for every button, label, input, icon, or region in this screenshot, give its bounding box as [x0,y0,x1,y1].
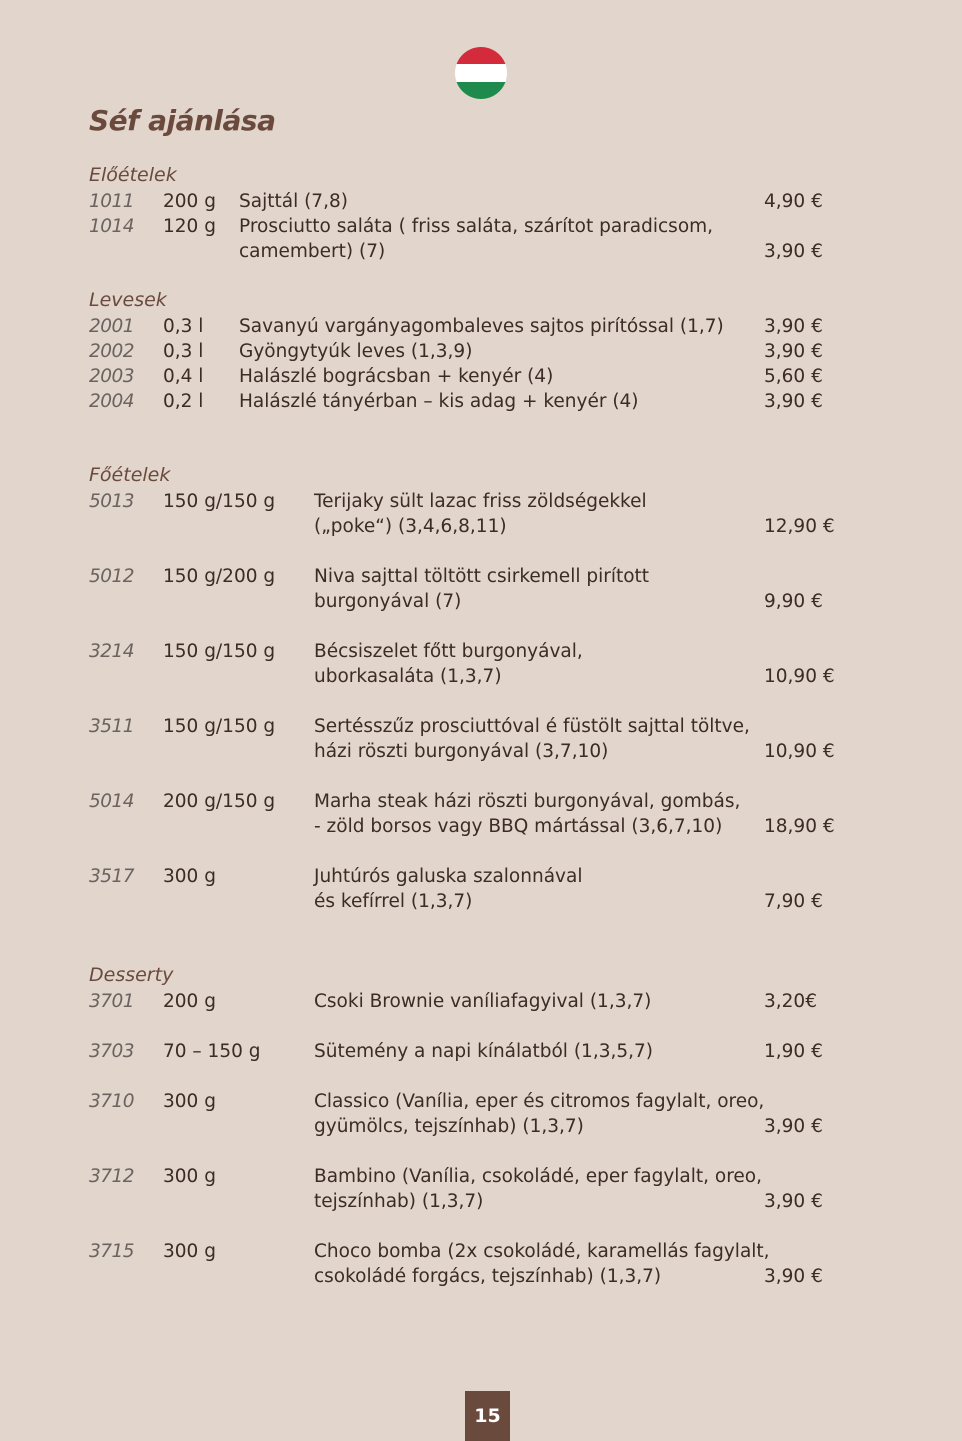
item-description-line: („poke“) (3,4,6,8,11) [314,516,507,537]
item-price: 3,90 € [764,1266,823,1287]
item-price: 18,90 € [764,816,835,837]
item-description-line: Prosciutto saláta ( friss saláta, szárítot paradicsom, [239,216,714,237]
item-price: 10,90 € [764,666,835,687]
item-code: 3712 [89,1166,135,1187]
item-price: 4,90 € [764,191,823,212]
item-price: 3,90 € [764,316,823,337]
menu-item [0,1039,962,1089]
menu-item [0,789,962,839]
item-code: 3214 [89,641,135,662]
item-code: 2001 [89,316,135,337]
item-quantity: 200 g [163,991,216,1012]
item-code: 1011 [89,191,135,212]
item-description [314,864,582,914]
item-price: 3,90 € [764,1191,823,1212]
item-quantity: 300 g [163,866,216,887]
menu-item [0,489,962,539]
item-description-line: Terijaky sült lazac friss zöldségekkel [314,491,647,512]
item-price: 9,90 € [764,591,823,612]
item-description-line: tejszínhab) (1,3,7) [314,1191,484,1212]
item-code: 3517 [89,866,135,887]
item-description [239,364,553,389]
item-quantity: 70 – 150 g [163,1041,261,1062]
item-description [314,1089,764,1139]
item-description-line: camembert) (7) [239,241,386,262]
item-description [314,1164,762,1214]
section-heading-mains: Főételek [89,464,171,486]
item-price: 3,90 € [764,341,823,362]
flag-band-white [455,64,507,81]
item-code: 5014 [89,791,135,812]
item-price: 3,90 € [764,241,823,262]
item-description-line: Bambino (Vanília, csokoládé, eper fagylalt, oreo, [314,1166,763,1187]
item-description [314,1039,653,1064]
item-description [239,214,713,264]
item-code: 3715 [89,1241,135,1262]
item-description-line: Marha steak házi röszti burgonyával, gombás, [314,791,741,812]
item-description-line: házi röszti burgonyával (3,7,10) [314,741,609,762]
item-description-line: Halászlé bográcsban + kenyér (4) [239,366,554,387]
item-description-line: gyümölcs, tejszínhab) (1,3,7) [314,1116,584,1137]
item-quantity: 0,4 l [163,366,204,387]
item-quantity: 150 g/200 g [163,566,276,587]
flag-band-green [455,82,507,99]
item-quantity: 200 g/150 g [163,791,276,812]
item-description [239,339,472,364]
menu-item [0,214,962,264]
section-heading-starters: Előételek [89,164,177,186]
section-heading-desserts: Desserty [89,964,174,986]
menu-item [0,864,962,914]
item-quantity: 300 g [163,1166,216,1187]
item-description-line: burgonyával (7) [314,591,462,612]
item-code: 3703 [89,1041,135,1062]
item-quantity: 150 g/150 g [163,491,276,512]
menu-item [0,989,962,1039]
item-description-line: Sütemény a napi kínálatból (1,3,5,7) [314,1041,653,1062]
item-description-line: Niva sajttal töltött csirkemell pirított [314,566,650,587]
menu-item [0,639,962,689]
item-description-line: Csoki Brownie vaníliafagyival (1,3,7) [314,991,652,1012]
item-price: 3,20€ [764,991,817,1012]
item-description-line: Classico (Vanília, eper és citromos fagylalt, oreo, [314,1091,765,1112]
item-description [239,314,724,339]
item-description-line: Sajttál (7,8) [239,191,348,212]
item-description-line: Bécsiszelet főtt burgonyával, [314,641,583,662]
item-description [314,1239,770,1289]
item-price: 3,90 € [764,1116,823,1137]
item-quantity: 300 g [163,1241,216,1262]
menu-item [0,564,962,614]
item-description [314,989,651,1014]
item-quantity: 0,2 l [163,391,204,412]
item-description-line: - zöld borsos vagy BBQ mártással (3,6,7,10) [314,816,723,837]
page-number: 15 [465,1391,510,1441]
item-description [314,714,750,764]
menu-item [0,1089,962,1139]
page-title: Séf ajánlása [89,104,276,137]
item-price: 12,90 € [764,516,835,537]
item-description-line: és kefírrel (1,3,7) [314,891,473,912]
item-code: 3710 [89,1091,135,1112]
section-heading-soups: Levesek [89,289,167,311]
item-price: 3,90 € [764,391,823,412]
item-code: 2003 [89,366,135,387]
item-code: 5013 [89,491,135,512]
item-description-line: Sertésszűz prosciuttóval é füstölt sajttal töltve, [314,716,750,737]
item-code: 5012 [89,566,135,587]
item-description-line: Savanyú vargányagombaleves sajtos pirítóssal (1,7) [239,316,724,337]
item-quantity: 150 g/150 g [163,641,276,662]
item-code: 3511 [89,716,135,737]
item-description [239,389,639,414]
item-price: 7,90 € [764,891,823,912]
item-price: 5,60 € [764,366,823,387]
item-description-line: Choco bomba (2x csokoládé, karamellás fagylalt, [314,1241,770,1262]
item-code: 2004 [89,391,135,412]
menu-item [0,389,962,439]
item-quantity: 0,3 l [163,341,204,362]
item-quantity: 150 g/150 g [163,716,276,737]
item-quantity: 0,3 l [163,316,204,337]
item-quantity: 300 g [163,1091,216,1112]
item-description-line: Gyöngytyúk leves (1,3,9) [239,341,473,362]
hungary-flag-icon [455,47,507,99]
item-code: 2002 [89,341,135,362]
item-price: 1,90 € [764,1041,823,1062]
item-quantity: 200 g [163,191,216,212]
item-description [314,564,649,614]
flag-band-red [455,47,507,64]
menu-item [0,1164,962,1214]
item-code: 1014 [89,216,135,237]
item-description [239,189,348,214]
item-description-line: csokoládé forgács, tejszínhab) (1,3,7) [314,1266,662,1287]
menu-item [0,1239,962,1289]
item-description [314,639,583,689]
menu-item [0,714,962,764]
item-code: 3701 [89,991,135,1012]
item-quantity: 120 g [163,216,216,237]
item-description [314,789,740,839]
item-description [314,489,647,539]
item-description-line: uborkasaláta (1,3,7) [314,666,502,687]
item-description-line: Juhtúrós galuska szalonnával [314,866,583,887]
item-description-line: Halászlé tányérban – kis adag + kenyér (4) [239,391,639,412]
item-price: 10,90 € [764,741,835,762]
